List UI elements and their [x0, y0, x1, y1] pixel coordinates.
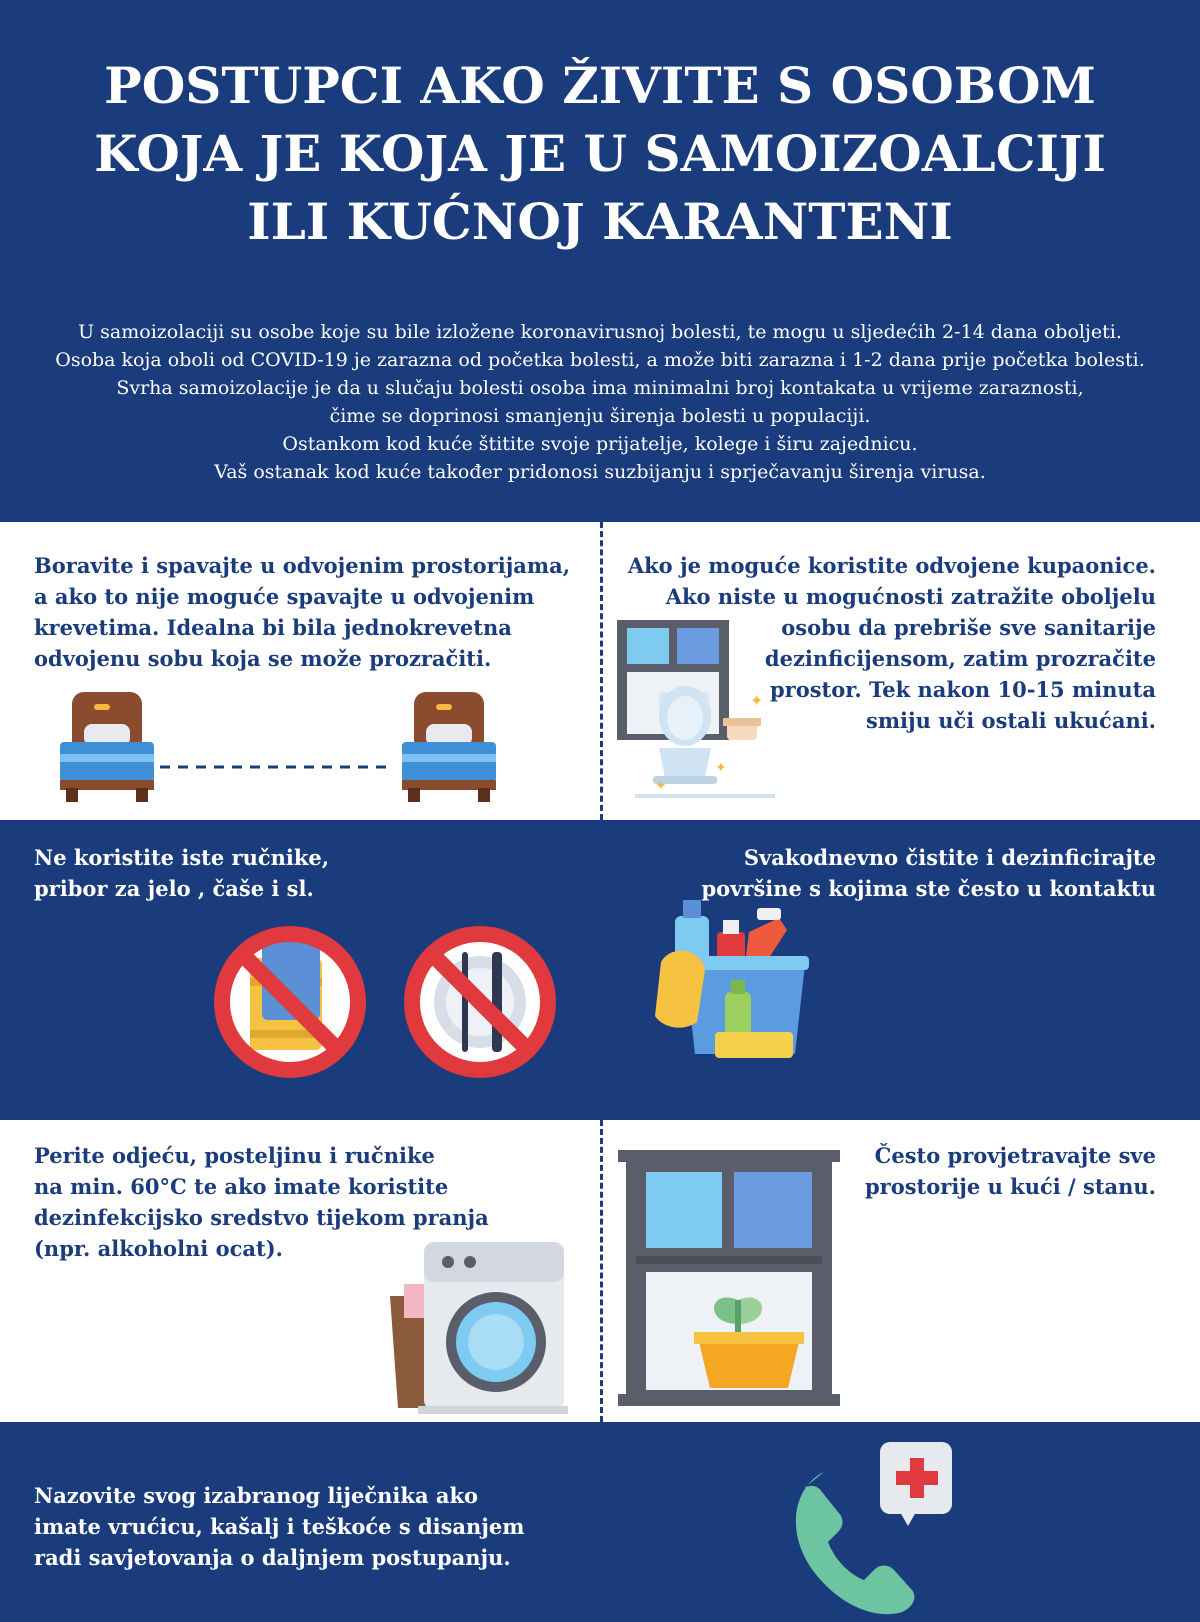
- page-title: [0, 52, 1200, 256]
- intro-line: čime se doprinosi smanjenju širenja bolesti u populaciji.: [329, 405, 871, 427]
- tip-line: dezinficijensom, zatim prozračite: [764, 646, 1156, 671]
- row-call-doctor: [0, 1422, 1200, 1622]
- intro-line: Ostankom kod kuće štitite svoje prijatelje, kolege i širu zajednicu.: [282, 433, 918, 455]
- tip-line: pribor za jelo , čaše i sl.: [34, 876, 314, 901]
- svg-text:✦: ✦: [655, 778, 667, 794]
- tip-line: krevetima. Idealna bi bila jednokrevetna: [34, 615, 512, 640]
- intro-line: Svrha samoizolacije je da u slučaju bolesti osoba ima minimalni broj kontakata u vrijeme zaraznosti,: [116, 377, 1084, 399]
- tip-line: (npr. alkoholni ocat).: [34, 1236, 283, 1261]
- title-line: KOJA JE KOJA JE U SAMOIZOALCIJI: [94, 124, 1106, 183]
- tip-line: osobu da prebriše sve sanitarije: [781, 615, 1156, 640]
- title-line: ILI KUĆNOJ KARANTENI: [247, 192, 953, 251]
- dashed-divider: [600, 522, 603, 820]
- window-plant-icon: [618, 1150, 840, 1414]
- tip-line: Svakodnevno čistite i dezinficirajte: [743, 845, 1156, 870]
- intro-line: U samoizolaciji su osobe koje su bile izložene koronavirusnoj bolesti, te mogu u sljedećih 2-14 dana oboljeti.: [78, 321, 1122, 343]
- tip-line: površine s kojima ste često u kontaktu: [701, 876, 1156, 901]
- no-towel-no-cutlery-icon: [210, 920, 570, 1090]
- tip-line: prostor. Tek nakon 10-15 minuta: [769, 677, 1156, 702]
- tip-call-doctor: [34, 1480, 525, 1573]
- tip-line: Ako je moguće koristite odvojene kupaonice.: [627, 553, 1156, 578]
- title-line: POSTUPCI AKO ŽIVITE S OSOBOM: [104, 56, 1096, 115]
- cleaning-supplies-icon: [645, 892, 815, 1062]
- tip-line: imate vrućicu, kašalj i teškoće s disanjem: [34, 1514, 525, 1539]
- phone-medical-icon: [790, 1442, 960, 1622]
- tip-line: odvojenu sobu koja se može prozračiti.: [34, 646, 492, 671]
- dashed-divider: [600, 1120, 603, 1422]
- tip-line: Boravite i spavajte u odvojenim prostorijama,: [34, 553, 571, 578]
- tip-line: Često provjetravajte sve: [874, 1143, 1156, 1168]
- washing-machine-icon: [388, 1234, 568, 1416]
- row-no-sharing-disinfect: [0, 820, 1200, 1120]
- header-section: [0, 0, 1200, 522]
- tip-line: a ako to nije moguće spavajte u odvojenim: [34, 584, 535, 609]
- intro-paragraph: [0, 318, 1200, 486]
- tip-no-sharing: [34, 842, 329, 904]
- tip-line: na min. 60°C te ako imate koristite: [34, 1174, 449, 1199]
- svg-text:✦: ✦: [715, 760, 727, 776]
- intro-line: Osoba koja oboli od COVID-19 je zarazna od početka bolesti, a može biti zarazna i 1-2 dana prije početka bolesti.: [55, 349, 1145, 371]
- tip-line: dezinfekcijsko sredstvo tijekom pranja: [34, 1205, 489, 1230]
- tip-line: Ako niste u mogućnosti zatražite oboljelu: [665, 584, 1156, 609]
- tip-separate-rooms: [34, 550, 570, 674]
- svg-text:✦: ✦: [750, 691, 764, 710]
- intro-line: Vaš ostanak kod kuće također pridonosi suzbijanju i sprječavanju širenja virusa.: [214, 461, 986, 483]
- tip-ventilate: [865, 1140, 1156, 1202]
- tip-line: Perite odjeću, posteljinu i ručnike: [34, 1143, 435, 1168]
- row-rooms-bathroom: [0, 522, 1200, 820]
- row-laundry-ventilate: [0, 1120, 1200, 1422]
- tip-line: Ne koristite iste ručnike,: [34, 845, 330, 870]
- tip-line: prostorije u kući / stanu.: [864, 1174, 1156, 1199]
- tip-line: Nazovite svog izabranog liječnika ako: [34, 1483, 479, 1508]
- toilet-icon: [615, 618, 785, 808]
- tip-line: radi savjetovanja o daljnjem postupanju.: [34, 1545, 511, 1570]
- tip-line: smiju uči ostali ukućani.: [866, 708, 1156, 733]
- two-beds-icon: [60, 692, 500, 807]
